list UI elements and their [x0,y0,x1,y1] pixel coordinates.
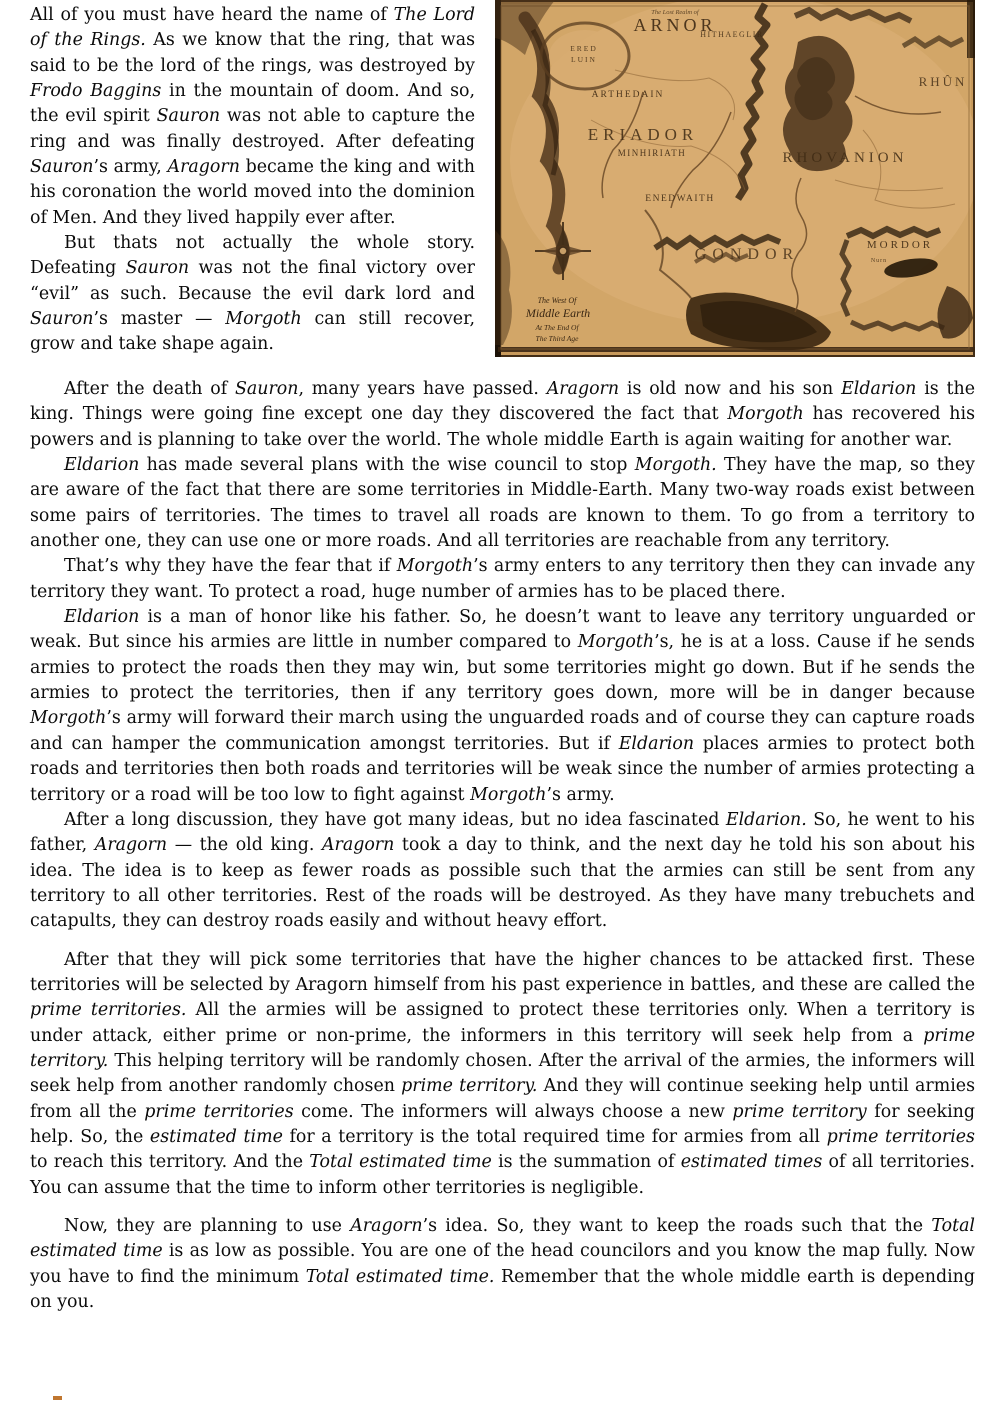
map-label-eriador: ERIADOR [587,125,699,144]
map-label-rhovanion: RHOVANION [782,150,908,166]
story-paragraph: After the death of Sauron, many years have passed. Aragorn is old now and his son Eldarion is the king. Things were going fine except one day they discovered the fact that Morgoth has recovered his powers and is planning to take over the world. The whole middle Earth is again waiting for another war. [30,379,975,450]
map-label-arthedain: ARTHEDAIN [591,90,665,100]
story-paragraph: But thats not actually the whole story. Defeating Sauron was not the final victory over “evil” as such. Because the evil dark lord and Sauron’s master — Morgoth can still recover, grow and take shape again. [30,233,475,355]
map-caption-line2: Middle Earth [525,306,591,320]
map-label-hithaeglir: HITHAEGLIR [700,30,764,39]
map-label-minhiriath: MINHIRIATH [617,148,687,158]
map-label-mordor: MORDOR [866,239,934,251]
story-paragraph: All of you must have heard the name of The Lord of the Rings. As we know that the ring, that was said to be the lord of the rings, was destroyed by Frodo Baggins in the mountain of doom. And so, the evil spirit Sauron was not able to capture the ring and was finally destroyed. After defeating Sauron’s army, Aragorn became the king and with his coronation the world moved into the dominion of Men. And they lived happily ever after. [30,5,475,228]
middle-earth-map-image [495,0,975,357]
map-label-lost-realm: The Lost Realm of [651,9,699,16]
map-caption-line4: The Third Age [535,334,579,343]
story-paragraph: That’s why they have the fear that if Morgoth’s army enters to any territory then they can invade any territory they want. To protect a road, huge number of armies has to be placed there. [30,556,975,602]
map-label-luin: LUIN [571,55,597,64]
story-paragraph: After a long discussion, they have got many ideas, but no idea fascinated Eldarion. So, he went to his father, Aragorn — the old king. Aragorn took a day to think, and the next day he told his son about his idea. The idea is to keep as fewer roads as possible such that the armies can still be sent from any territory to all other territories. Rest of the roads will be destroyed. As they have many trebuchets and catapults, they can destroy roads easily and without heavy effort. [30,809,975,932]
cut-off-heading-fragment [53,1396,62,1400]
map-label-rhun: RHÛN [918,74,968,89]
middle-earth-map [495,0,975,357]
map-label-enedwaith: ENEDWAITH [645,194,715,204]
map-label-nurn: Nurn [870,258,888,264]
map-caption-line3: At The End Of [535,323,579,332]
map-label-arnor: ARNOR [633,15,717,35]
story-paragraph: Now, they are planning to use Aragorn’s idea. So, they want to keep the roads such that the Total estimated time is as low as possible. You are one of the head councilors and you know the map fully. Now you have to find the minimum Total estimated time. Remember that the whole middle earth is depending on you. [30,1216,976,1313]
map-caption-line1: The West Of [537,296,577,305]
story-paragraph: Eldarion is a man of honor like his father. So, he doesn’t want to leave any territory unguarded or weak. But since his armies are little in number compared to Morgoth’s, he is at a loss. Cause if he sends armies to protect the roads then they may win, but some territories might go down. But if he sends the armies to protect the territories, then if any territory goes down, more will be in danger because Morgoth’s army will forward their march using the unguarded roads and of course they can capture roads and can hamper the communication amongst territories. But if Eldarion places armies to protect both roads and territories then both roads and territories will be weak since the number of armies protecting a territory or a road will be too low to fight against Morgoth’s army. [30,607,975,805]
map-label-gondor: GONDOR [694,246,800,263]
map-label-ered: ERED [570,44,598,53]
story-paragraph: After that they will pick some territories that have the higher chances to be attacked first. These territories will be selected by Aragorn himself from his past experience in battles, and these are called the prime territories. All the armies will be assigned to protect these territories only. When a territory is under attack, either prime or non-prime, the informers in this territory will seek help from a prime territory. This helping territory will be randomly chosen. After the arrival of the armies, the informers will seek help from another randomly chosen prime territory. And they will continue seeking help until armies from all the prime territories come. The informers will always choose a new prime territory for seeking help. So, the estimated time for a territory is the total required time for armies from all prime territories to reach this territory. And the Total estimated time is the summation of estimated times of all territories. You can assume that the time to inform other territories is negligible. [30,949,975,1198]
story-paragraph: Eldarion has made several plans with the wise council to stop Morgoth. They have the map, so they are aware of the fact that there are some territories in Middle-Earth. Many two-way roads exist between some pairs of territories. The times to travel all roads are known to them. To go from a territory to another one, they can use one or more roads. And all territories are reachable from any territory. [30,455,975,552]
